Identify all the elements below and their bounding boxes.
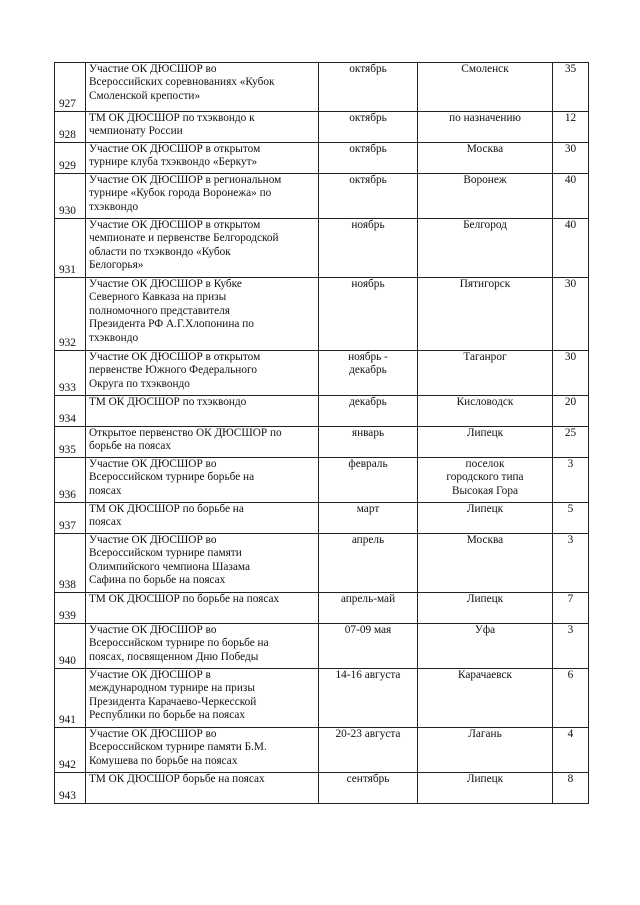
row-number-cell (55, 396, 86, 427)
participant-count-cell (553, 219, 589, 278)
participant-count: 40 (564, 174, 577, 186)
participant-count-cell (553, 427, 589, 458)
event-date: ноябрь (351, 219, 385, 231)
event-date: октябрь (349, 143, 387, 155)
event-name-cell (86, 534, 319, 593)
row-number-cell (55, 728, 86, 773)
event-place: Липецк (466, 503, 504, 515)
table-row (55, 427, 589, 458)
participant-count: 3 (567, 458, 574, 470)
event-date: февраль (348, 458, 388, 470)
participant-count-cell (553, 351, 589, 396)
event-place-cell (418, 534, 553, 593)
event-place: Москва (466, 143, 504, 155)
event-place: Смоленск (461, 63, 509, 75)
event-name: Открытое первенство ОК ДЮСШОР по борьбе на поясах (89, 427, 282, 453)
participant-count: 8 (567, 773, 574, 785)
event-date-cell (319, 669, 418, 728)
event-date-cell (319, 351, 418, 396)
participant-count: 12 (564, 112, 577, 124)
event-place: поселок городского типа Высокая Гора (446, 458, 524, 497)
event-date-cell (319, 624, 418, 669)
participant-count-cell (553, 669, 589, 728)
participant-count-cell (553, 458, 589, 503)
event-date-cell (319, 219, 418, 278)
event-place-cell (418, 143, 553, 174)
event-place: Пятигорск (459, 278, 511, 290)
row-number-cell (55, 219, 86, 278)
participant-count: 3 (567, 624, 574, 636)
event-date-cell (319, 534, 418, 593)
event-place-cell (418, 503, 553, 534)
row-number: 939 (59, 609, 76, 622)
event-name-cell (86, 219, 319, 278)
event-place: Липецк (466, 773, 504, 785)
row-number: 928 (59, 128, 76, 141)
event-date-cell (319, 458, 418, 503)
event-name-cell (86, 593, 319, 624)
table-row (55, 458, 589, 503)
event-name: Участие ОК ДЮСШОР во Всероссийском турнире борьбе на поясах (89, 458, 255, 497)
event-date: 14-16 августа (335, 669, 401, 681)
row-number: 938 (59, 578, 76, 591)
row-number: 940 (59, 654, 76, 667)
event-name: ТМ ОК ДЮСШОР борьбе на поясах (89, 773, 265, 785)
event-date-cell (319, 63, 418, 112)
table-row (55, 112, 589, 143)
event-place-cell (418, 63, 553, 112)
event-date: 20-23 августа (335, 728, 401, 740)
event-date-cell (319, 773, 418, 804)
row-number-cell (55, 458, 86, 503)
table-row (55, 219, 589, 278)
event-place-cell (418, 773, 553, 804)
event-name: Участие ОК ДЮСШОР в международном турнире на призы Президента Карачаево-Черкесской Республики по борьбе на поясах (89, 669, 257, 722)
event-name-cell (86, 728, 319, 773)
table-row (55, 593, 589, 624)
event-name-cell (86, 174, 319, 219)
event-date-cell (319, 427, 418, 458)
row-number-cell (55, 143, 86, 174)
row-number-cell (55, 624, 86, 669)
event-place-cell (418, 174, 553, 219)
participant-count: 40 (564, 219, 577, 231)
row-number-cell (55, 351, 86, 396)
event-name: Участие ОК ДЮСШОР в открытом чемпионате и первенстве Белгородской области по тхэквондо «Кубок Белогорья» (89, 219, 279, 272)
event-place-cell (418, 624, 553, 669)
event-name: ТМ ОК ДЮСШОР по борьбе на поясах (89, 503, 244, 529)
participant-count: 20 (564, 396, 577, 408)
event-date-cell (319, 503, 418, 534)
row-number: 943 (59, 789, 76, 802)
participant-count-cell (553, 593, 589, 624)
event-name-cell (86, 773, 319, 804)
event-date-cell (319, 728, 418, 773)
event-place: Кисловодск (456, 396, 514, 408)
table-row (55, 278, 589, 351)
participant-count-cell (553, 728, 589, 773)
table-row (55, 728, 589, 773)
event-place-cell (418, 219, 553, 278)
event-date: ноябрь (351, 278, 385, 290)
row-number: 933 (59, 381, 76, 394)
event-name-cell (86, 669, 319, 728)
participant-count-cell (553, 396, 589, 427)
event-date-cell (319, 143, 418, 174)
participant-count-cell (553, 624, 589, 669)
row-number-cell (55, 427, 86, 458)
table-row (55, 63, 589, 112)
row-number: 942 (59, 758, 76, 771)
event-name-cell (86, 458, 319, 503)
event-date: январь (351, 427, 385, 439)
event-name-cell (86, 112, 319, 143)
event-place-cell (418, 593, 553, 624)
participant-count-cell (553, 63, 589, 112)
row-number: 930 (59, 204, 76, 217)
event-name-cell (86, 624, 319, 669)
event-place-cell (418, 427, 553, 458)
participant-count-cell (553, 278, 589, 351)
event-date-cell (319, 396, 418, 427)
event-name: Участие ОК ДЮСШОР в открытом турнире клуба тхэквондо «Беркут» (89, 143, 261, 169)
event-date: ноябрь - декабрь (348, 351, 388, 377)
event-date: октябрь (349, 112, 387, 124)
event-name: Участие ОК ДЮСШОР в региональном турнире «Кубок города Воронежа» по тхэквондо (89, 174, 282, 213)
participant-count: 5 (567, 503, 574, 515)
row-number: 932 (59, 336, 76, 349)
event-name: Участие ОК ДЮСШОР во Всероссийском турнире памяти Б.М. Комушева по борьбе на поясах (89, 728, 267, 767)
participant-count: 30 (564, 278, 577, 290)
event-place: Лагань (468, 728, 502, 740)
event-place: Таганрог (463, 351, 507, 363)
row-number: 927 (59, 97, 76, 110)
participant-count: 7 (567, 593, 574, 605)
event-date-cell (319, 278, 418, 351)
row-number: 941 (59, 713, 76, 726)
row-number-cell (55, 503, 86, 534)
event-date: сентябрь (346, 773, 390, 785)
row-number-cell (55, 773, 86, 804)
event-date: апрель (351, 534, 385, 546)
event-place-cell (418, 396, 553, 427)
participant-count-cell (553, 503, 589, 534)
event-date-cell (319, 112, 418, 143)
event-place: Воронеж (463, 174, 507, 186)
event-place-cell (418, 278, 553, 351)
event-date-cell (319, 593, 418, 624)
event-name: ТМ ОК ДЮСШОР по тхэквондо к чемпионату России (89, 112, 255, 138)
table-row (55, 503, 589, 534)
event-name: Участие ОК ДЮСШОР во Всероссийском турнире по борьбе на поясах, посвященном Дню Победы (89, 624, 269, 663)
event-place-cell (418, 458, 553, 503)
table-row (55, 624, 589, 669)
event-place: Уфа (474, 624, 496, 636)
row-number-cell (55, 278, 86, 351)
event-place: Белгород (463, 219, 507, 231)
participant-count-cell (553, 773, 589, 804)
event-name: Участие ОК ДЮСШОР во Всероссийском турнире памяти Олимпийского чемпиона Шазама Сафина по борьбе на поясах (89, 534, 250, 587)
participant-count-cell (553, 174, 589, 219)
event-name-cell (86, 503, 319, 534)
row-number: 937 (59, 519, 76, 532)
event-name: ТМ ОК ДЮСШОР по борьбе на поясах (89, 593, 280, 605)
event-name: Участие ОК ДЮСШОР во Всероссийских соревнованиях «Кубок Смоленской крепости» (89, 63, 275, 102)
participant-count: 4 (567, 728, 574, 740)
table-row (55, 351, 589, 396)
event-name-cell (86, 396, 319, 427)
participant-count: 35 (564, 63, 577, 75)
events-table (54, 62, 589, 804)
table-row (55, 143, 589, 174)
event-name-cell (86, 143, 319, 174)
participant-count-cell (553, 143, 589, 174)
row-number: 929 (59, 159, 76, 172)
row-number-cell (55, 63, 86, 112)
event-place: по назначению (449, 112, 521, 124)
document-page (54, 62, 588, 804)
participant-count-cell (553, 112, 589, 143)
event-place: Карачаевск (457, 669, 513, 681)
participant-count: 30 (564, 351, 577, 363)
row-number-cell (55, 669, 86, 728)
event-place: Москва (466, 534, 504, 546)
participant-count: 30 (564, 143, 577, 155)
event-name-cell (86, 63, 319, 112)
event-date: апрель-май (340, 593, 396, 605)
event-date: 07-09 мая (344, 624, 392, 636)
event-date: декабрь (349, 396, 387, 408)
table-row (55, 534, 589, 593)
event-place: Липецк (466, 593, 504, 605)
event-name-cell (86, 278, 319, 351)
event-name-cell (86, 427, 319, 458)
row-number: 934 (59, 412, 76, 425)
row-number-cell (55, 593, 86, 624)
participant-count: 25 (564, 427, 577, 439)
event-place-cell (418, 112, 553, 143)
event-name: ТМ ОК ДЮСШОР по тхэквондо (89, 396, 247, 408)
row-number-cell (55, 112, 86, 143)
row-number: 936 (59, 488, 76, 501)
event-place-cell (418, 351, 553, 396)
table-row (55, 174, 589, 219)
event-place-cell (418, 728, 553, 773)
event-name: Участие ОК ДЮСШОР в Кубке Северного Кавказа на призы полномочного представителя Президента РФ А.Г.Хлопонина по тхэквондо (89, 278, 254, 344)
event-name: Участие ОК ДЮСШОР в открытом первенстве Южного Федерального Округа по тхэквондо (89, 351, 261, 390)
event-date: март (356, 503, 380, 515)
row-number-cell (55, 174, 86, 219)
row-number: 931 (59, 263, 76, 276)
event-date: октябрь (349, 63, 387, 75)
event-date-cell (319, 174, 418, 219)
row-number-cell (55, 534, 86, 593)
event-date: октябрь (349, 174, 387, 186)
row-number: 935 (59, 443, 76, 456)
table-row (55, 669, 589, 728)
table-row (55, 773, 589, 804)
participant-count: 3 (567, 534, 574, 546)
table-row (55, 396, 589, 427)
event-name-cell (86, 351, 319, 396)
participant-count: 6 (567, 669, 574, 681)
participant-count-cell (553, 534, 589, 593)
event-place-cell (418, 669, 553, 728)
event-place: Липецк (466, 427, 504, 439)
events-table-body (55, 63, 589, 804)
